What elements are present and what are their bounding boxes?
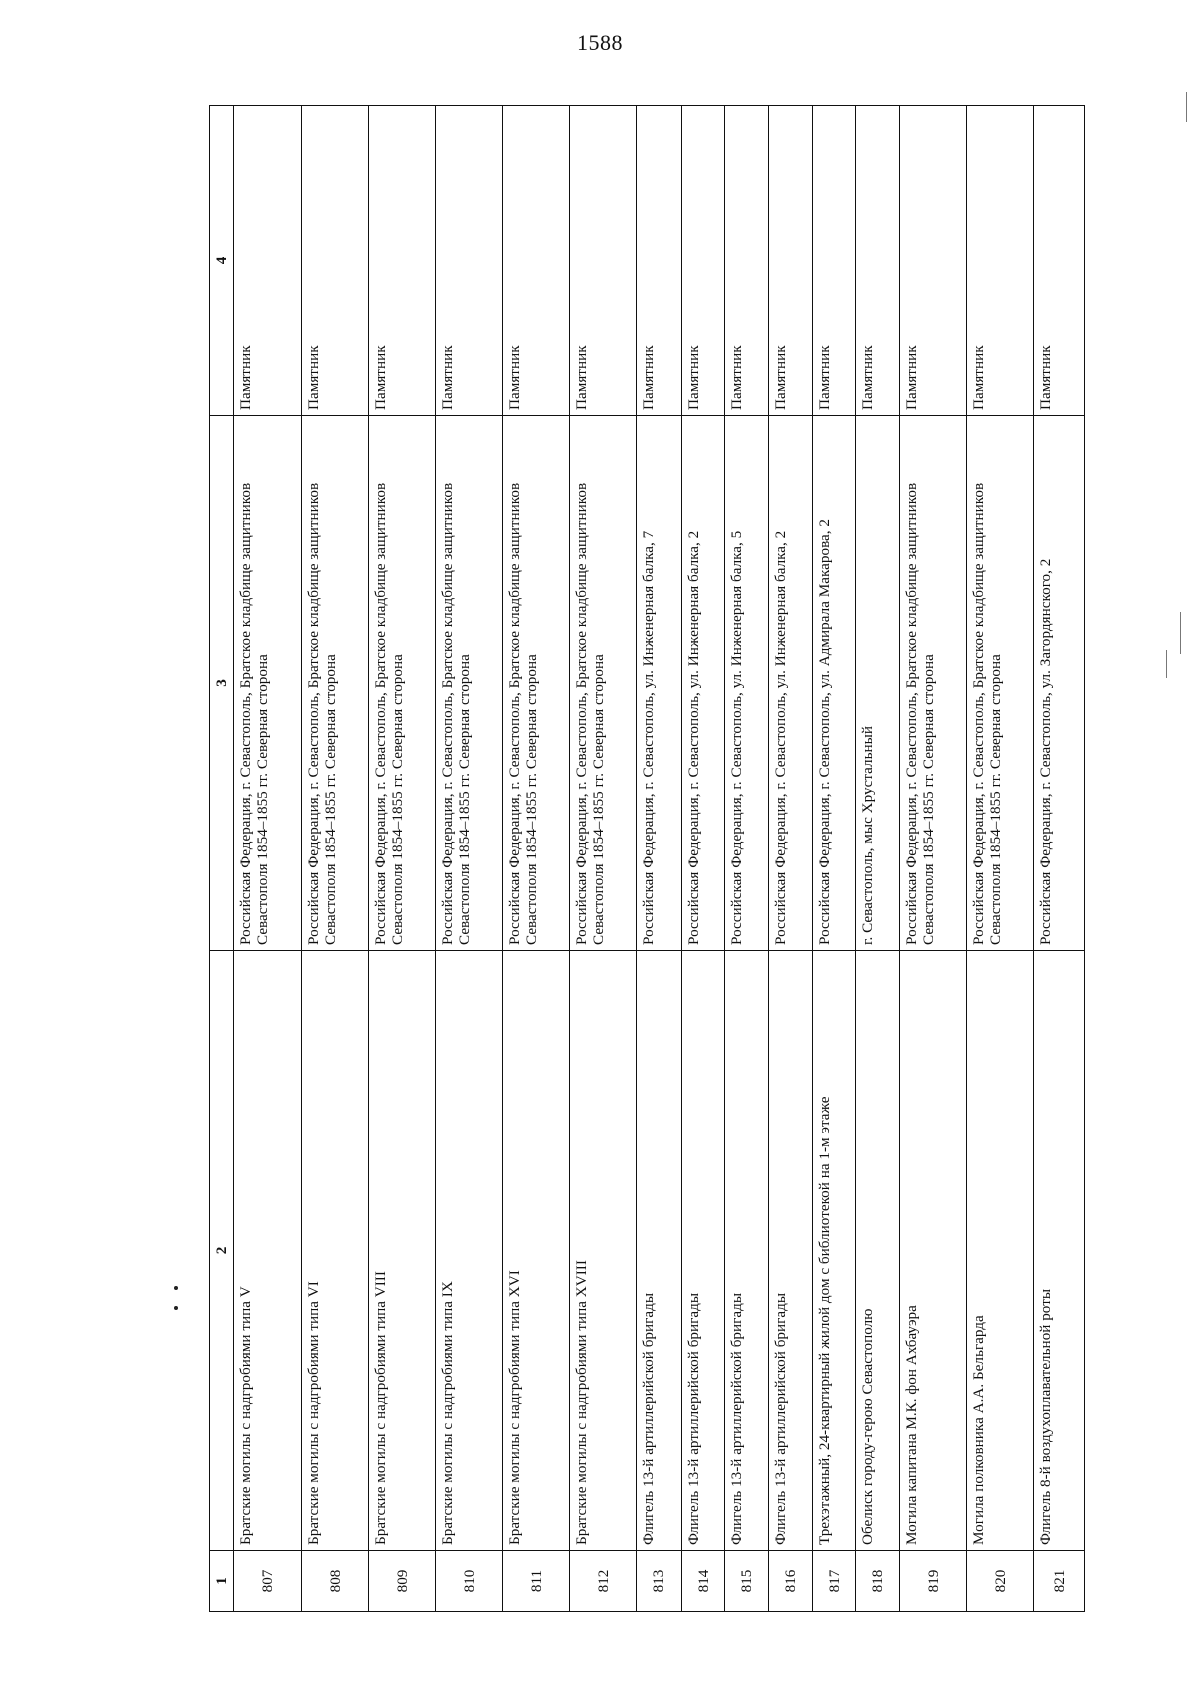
cell-name: Братские могилы с надгробиями типа VI bbox=[302, 951, 369, 1551]
cell-name: Братские могилы с надгробиями типа V bbox=[234, 951, 302, 1551]
table-row bbox=[856, 106, 900, 1612]
cell-name: Флигель 13-й артиллерийской бригады bbox=[681, 951, 725, 1551]
cell-number: 808 bbox=[302, 1551, 369, 1612]
cell-address: Российская Федерация, г. Севастополь, Братское кладбище защитников Севастополя 1854–1855 гг. Северная сторона bbox=[234, 416, 302, 951]
cell-name: Флигель 13-й артиллерийской бригады bbox=[725, 951, 769, 1551]
table-row bbox=[436, 106, 503, 1612]
table-header-row bbox=[210, 106, 234, 1612]
cell-address: Российская Федерация, г. Севастополь, Братское кладбище защитников Севастополя 1854–1855 гг. Северная сторона bbox=[369, 416, 436, 951]
cell-name: Обелиск городу-герою Севастополю bbox=[856, 951, 900, 1551]
cell-address: г. Севастополь, мыс Хрустальный bbox=[856, 416, 900, 951]
cell-category: Памятник bbox=[369, 106, 436, 416]
cell-name: Флигель 8-й воздухоплавательной роты bbox=[1034, 951, 1085, 1551]
cell-category: Памятник bbox=[302, 106, 369, 416]
table-row bbox=[234, 106, 302, 1612]
cell-number: 807 bbox=[234, 1551, 302, 1612]
table-row bbox=[1034, 106, 1085, 1612]
cell-name: Братские могилы с надгробиями типа VIII bbox=[369, 951, 436, 1551]
cell-name: Флигель 13-й артиллерийской бригады bbox=[637, 951, 682, 1551]
cell-category: Памятник bbox=[856, 106, 900, 416]
cell-number: 816 bbox=[769, 1551, 813, 1612]
cell-category: Памятник bbox=[234, 106, 302, 416]
cell-number: 811 bbox=[503, 1551, 570, 1612]
cell-number: 814 bbox=[681, 1551, 725, 1612]
table-row bbox=[725, 106, 769, 1612]
cell-number: 819 bbox=[900, 1551, 967, 1612]
cell-category: Памятник bbox=[900, 106, 967, 416]
cell-number: 821 bbox=[1034, 1551, 1085, 1612]
cell-number: 820 bbox=[967, 1551, 1034, 1612]
scan-artifact bbox=[1166, 650, 1167, 678]
cell-address: Российская Федерация, г. Севастополь, Братское кладбище защитников Севастополя 1854–1855 гг. Северная сторона bbox=[967, 416, 1034, 951]
cell-address: Российская Федерация, г. Севастополь, Братское кладбище защитников Севастополя 1854–1855 гг. Северная сторона bbox=[900, 416, 967, 951]
cell-category: Памятник bbox=[769, 106, 813, 416]
cell-category: Памятник bbox=[637, 106, 682, 416]
cell-address: Российская Федерация, г. Севастополь, ул. Загордянского, 2 bbox=[1034, 416, 1085, 951]
scan-artifact bbox=[1186, 92, 1187, 122]
heritage-register-table bbox=[209, 105, 1085, 1612]
cell-name: Флигель 13-й артиллерийской бригады bbox=[769, 951, 813, 1551]
cell-category: Памятник bbox=[503, 106, 570, 416]
cell-number: 813 bbox=[637, 1551, 682, 1612]
cell-category: Памятник bbox=[725, 106, 769, 416]
table-row bbox=[503, 106, 570, 1612]
column-header: 4 bbox=[210, 106, 234, 416]
cell-category: Памятник bbox=[967, 106, 1034, 416]
table-row bbox=[570, 106, 637, 1612]
table-row bbox=[681, 106, 725, 1612]
cell-number: 812 bbox=[570, 1551, 637, 1612]
cell-address: Российская Федерация, г. Севастополь, Братское кладбище защитников Севастополя 1854–1855 гг. Северная сторона bbox=[570, 416, 637, 951]
table-row bbox=[769, 106, 813, 1612]
cell-category: Памятник bbox=[436, 106, 503, 416]
table-row bbox=[812, 106, 856, 1612]
cell-number: 815 bbox=[725, 1551, 769, 1612]
table-row bbox=[369, 106, 436, 1612]
table-row bbox=[637, 106, 682, 1612]
cell-address: Российская Федерация, г. Севастополь, ул. Адмирала Макарова, 2 bbox=[812, 416, 856, 951]
cell-address: Российская Федерация, г. Севастополь, ул. Инженерная балка, 2 bbox=[769, 416, 813, 951]
cell-address: Российская Федерация, г. Севастополь, ул. Инженерная балка, 2 bbox=[681, 416, 725, 951]
cell-category: Памятник bbox=[570, 106, 637, 416]
cell-address: Российская Федерация, г. Севастополь, Братское кладбище защитников Севастополя 1854–1855 гг. Северная сторона bbox=[302, 416, 369, 951]
column-header: 3 bbox=[210, 416, 234, 951]
cell-address: Российская Федерация, г. Севастополь, Братское кладбище защитников Севастополя 1854–1855 гг. Северная сторона bbox=[436, 416, 503, 951]
table-row bbox=[302, 106, 369, 1612]
table-row bbox=[967, 106, 1034, 1612]
cell-name: Братские могилы с надгробиями типа XVIII bbox=[570, 951, 637, 1551]
cell-number: 810 bbox=[436, 1551, 503, 1612]
scan-artifact bbox=[1180, 612, 1181, 654]
cell-category: Памятник bbox=[1034, 106, 1085, 416]
cell-category: Памятник bbox=[681, 106, 725, 416]
page-number: 1588 bbox=[577, 30, 623, 55]
cell-address: Российская Федерация, г. Севастополь, Братское кладбище защитников Севастополя 1854–1855 гг. Северная сторона bbox=[503, 416, 570, 951]
cell-address: Российская Федерация, г. Севастополь, ул. Инженерная балка, 7 bbox=[637, 416, 682, 951]
cell-name: Могила капитана М.К. фон Ахбауэра bbox=[900, 951, 967, 1551]
column-header: 2 bbox=[210, 951, 234, 1551]
cell-category: Памятник bbox=[812, 106, 856, 416]
cell-name: Могила полковника А.А. Бельгарда bbox=[967, 951, 1034, 1551]
cell-name: Трехэтажный, 24-квартирный жилой дом с библиотекой на 1-м этаже bbox=[812, 951, 856, 1551]
rotated-table-wrapper bbox=[209, 106, 1085, 1612]
scan-mark bbox=[174, 1286, 182, 1316]
cell-number: 818 bbox=[856, 1551, 900, 1612]
cell-address: Российская Федерация, г. Севастополь, ул. Инженерная балка, 5 bbox=[725, 416, 769, 951]
cell-name: Братские могилы с надгробиями типа XVI bbox=[503, 951, 570, 1551]
column-header: 1 bbox=[210, 1551, 234, 1612]
cell-number: 809 bbox=[369, 1551, 436, 1612]
table-row bbox=[900, 106, 967, 1612]
cell-name: Братские могилы с надгробиями типа IX bbox=[436, 951, 503, 1551]
cell-number: 817 bbox=[812, 1551, 856, 1612]
